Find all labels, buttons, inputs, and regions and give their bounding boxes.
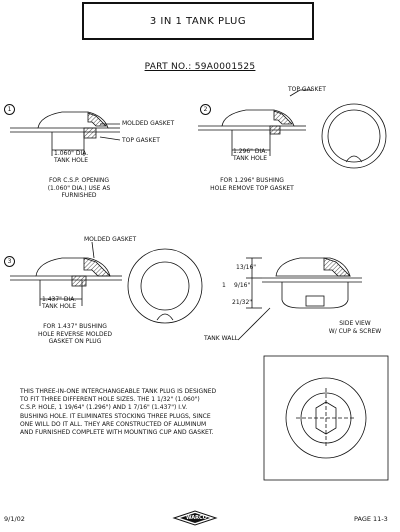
fig2-caption bbox=[196, 177, 308, 192]
description-line: C.S.P. HOLE, 1 19/64" (1.296") AND 1 7/16" (1.437") I.V. bbox=[20, 404, 188, 412]
tank-wall-label: TANK WALL bbox=[204, 335, 239, 342]
fig3-caption-line: HOLE REVERSE MOLDED bbox=[37, 330, 113, 338]
fig1-dia-line2: TANK HOLE bbox=[54, 157, 89, 164]
fig1-caption bbox=[24, 177, 134, 200]
fig2-caption-line: HOLE REMOVE TOP GASKET bbox=[210, 184, 294, 192]
side-view-line1: SIDE VIEW bbox=[339, 320, 371, 327]
dim-13-16: 13/16" bbox=[236, 264, 257, 271]
fig1-number: 1 bbox=[4, 104, 15, 115]
dim-1-9-16-whole: 1 bbox=[222, 282, 226, 289]
fig1-caption-line: (1.060" DIA.) USE AS bbox=[47, 184, 111, 192]
fig2-caption-line: FOR 1.296" BUSHING bbox=[220, 177, 284, 184]
fig2-plug-section bbox=[198, 90, 312, 156]
fig1-caption-line: FOR C.S.P. OPENING bbox=[48, 177, 110, 184]
page-title: 3 IN 1 TANK PLUG bbox=[149, 15, 247, 27]
footer-page: PAGE 11-3 bbox=[354, 515, 388, 523]
fig2-top-gasket-label: TOP GASKET bbox=[288, 86, 326, 93]
description-paragraph bbox=[20, 388, 260, 437]
fig2-top-view bbox=[322, 104, 386, 168]
warco-logo bbox=[172, 510, 218, 526]
fig1-dia-line1: 1.060" DIA. bbox=[54, 150, 89, 157]
fig3-caption bbox=[20, 323, 130, 346]
part-number: PART NO.: 59A0001525 bbox=[144, 62, 256, 72]
side-view-caption bbox=[320, 320, 390, 335]
fig1-top-gasket-label: TOP GASKET bbox=[122, 137, 160, 144]
fig2-dia-line1: 1.296" DIA. bbox=[233, 148, 268, 155]
description-line: AND FURNISHED COMPLETE WITH MOUNTING CUP AND GASKET. bbox=[20, 429, 214, 437]
dim-21-32: 21/32" bbox=[232, 299, 253, 306]
description-line: ONE WILL DO IT ALL. THEY ARE CONSTRUCTED OF ALUMINUM bbox=[20, 420, 207, 428]
description-line: THIS THREE-IN-ONE INTERCHANGEABLE TANK PLUG IS DESIGNED bbox=[20, 388, 217, 395]
warco-logo-text: WARCO bbox=[186, 515, 207, 521]
fig2-number: 2 bbox=[200, 104, 211, 115]
fig3-caption-line: FOR 1.437" BUSHING bbox=[43, 323, 107, 330]
description-line: BUSHING HOLE. IT ELIMINATES STOCKING THREE PLUGS, SINCE bbox=[20, 412, 211, 420]
fig1-molded-gasket-label: MOLDED GASKET bbox=[122, 120, 175, 127]
fig3-number: 3 bbox=[4, 256, 15, 267]
dim-1-9-16-frac: 9/16" bbox=[234, 282, 251, 289]
fig2-dia-line2: TANK HOLE bbox=[233, 155, 268, 162]
fig3-caption-line: GASKET ON PLUG bbox=[48, 338, 102, 345]
description-line: TO FIT THREE DIFFERENT HOLE SIZES. THE 1 1/32" (1.060") bbox=[20, 396, 200, 404]
fig3-molded-gasket-label: MOLDED GASKET bbox=[84, 236, 137, 243]
fig3-dia-line1: 1.437" DIA. bbox=[42, 296, 77, 303]
footer-date: 9/1/02 bbox=[4, 515, 25, 523]
bottom-square-view bbox=[264, 356, 388, 480]
side-view-line2: W/ CUP & SCREW bbox=[328, 327, 382, 335]
fig3-dia-line2: TANK HOLE bbox=[42, 303, 77, 310]
fig1-caption-line: FURNISHED bbox=[61, 192, 97, 199]
fig3-top-view bbox=[128, 249, 202, 323]
